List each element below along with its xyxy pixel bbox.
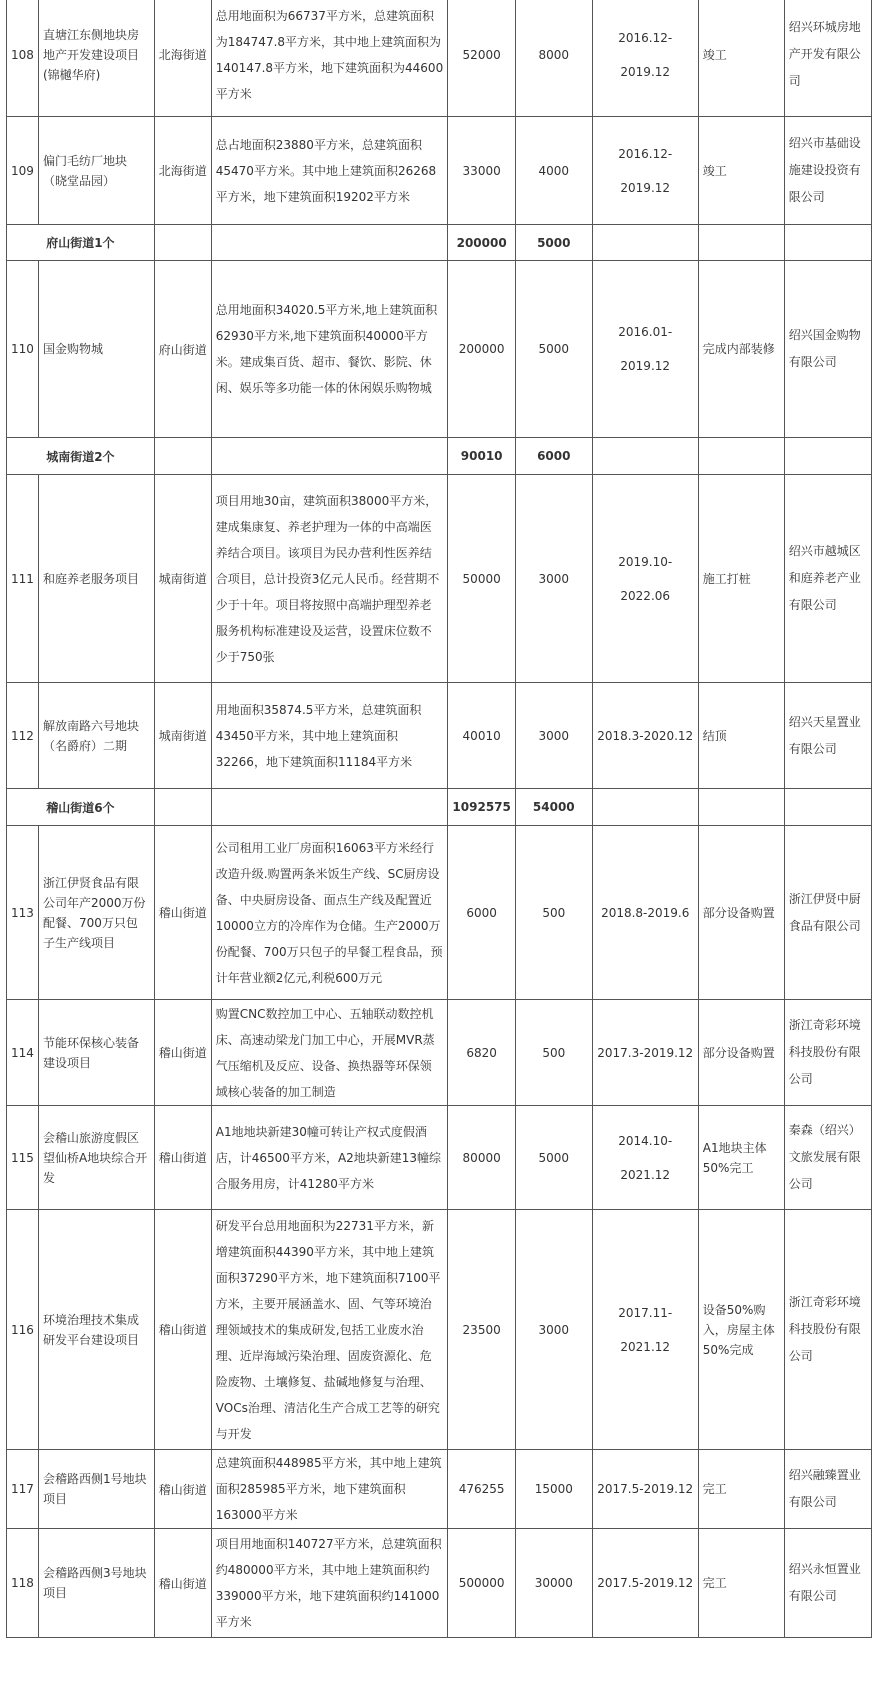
owner-cell: 绍兴市基础设施建设投资有限公司 — [784, 117, 871, 225]
row-number-cell: 111 — [7, 475, 39, 683]
investment-cell: 3000 — [515, 1210, 592, 1450]
project-name-cell: 会稽路西侧1号地块项目 — [38, 1450, 154, 1529]
row-number-cell: 115 — [7, 1106, 39, 1210]
investment-cell: 5000 — [515, 1106, 592, 1210]
subtotal-label: 城南街道2个 — [7, 438, 155, 475]
row-number-cell: 109 — [7, 117, 39, 225]
project-name-cell: 偏门毛纺厂地块（晓堂品园） — [38, 117, 154, 225]
row-number-cell: 114 — [7, 1000, 39, 1106]
project-name-cell: 会稽山旅游度假区望仙桥A地块综合开发 — [38, 1106, 154, 1210]
investment-cell: 3000 — [515, 475, 592, 683]
subtotal-period — [592, 438, 698, 475]
table-row — [7, 1450, 872, 1529]
area-cell: 500000 — [448, 1529, 515, 1638]
table-row — [7, 117, 872, 225]
area-cell: 80000 — [448, 1106, 515, 1210]
owner-cell: 绍兴市越城区和庭养老产业有限公司 — [784, 475, 871, 683]
subtotal-row — [7, 225, 872, 261]
subtotal-row — [7, 438, 872, 475]
street-cell: 稽山街道 — [154, 826, 211, 1000]
progress-cell: 部分设备购置 — [698, 1000, 784, 1106]
street-cell: 北海街道 — [154, 0, 211, 117]
street-cell: 稽山街道 — [154, 1106, 211, 1210]
table-row — [7, 1210, 872, 1450]
owner-cell: 绍兴环城房地产开发有限公司 — [784, 0, 871, 117]
description-cell: 总占地面积23880平方米，总建筑面积45470平方米。其中地上建筑面积26268平方米，地下建筑面积19202平方米 — [211, 117, 448, 225]
period-cell: 2018.8-2019.6 — [592, 826, 698, 1000]
investment-cell: 30000 — [515, 1529, 592, 1638]
subtotal-period — [592, 789, 698, 826]
table-row — [7, 261, 872, 438]
area-cell: 23500 — [448, 1210, 515, 1450]
table-row — [7, 0, 872, 117]
investment-cell: 500 — [515, 826, 592, 1000]
street-cell: 北海街道 — [154, 117, 211, 225]
street-cell: 稽山街道 — [154, 1210, 211, 1450]
row-number-cell: 108 — [7, 0, 39, 117]
subtotal-progress — [698, 438, 784, 475]
table-row — [7, 1529, 872, 1638]
owner-cell: 浙江奇彩环境科技股份有限公司 — [784, 1210, 871, 1450]
period-cell: 2019.10-2022.06 — [592, 475, 698, 683]
progress-cell: 竣工 — [698, 117, 784, 225]
progress-cell: 设备50%购入，房屋主体50%完成 — [698, 1210, 784, 1450]
period-cell: 2017.3-2019.12 — [592, 1000, 698, 1106]
subtotal-area: 200000 — [448, 225, 515, 261]
street-cell: 稽山街道 — [154, 1529, 211, 1638]
owner-cell: 绍兴国金购物有限公司 — [784, 261, 871, 438]
table-row — [7, 1106, 872, 1210]
description-cell: 研发平台总用地面积为22731平方米，新增建筑面积44390平方米，其中地上建筑面积37290平方米，地下建筑面积7100平方米，主要开展涵盖水、固、气等环境治理领域技术的集成研发,包括工业废水治理、近岸海域污染治理、固废资源化、危险废物、土壤修复、盐碱地修复与治理、VOCs治理、清洁化生产合成工艺等的研究与开发 — [211, 1210, 448, 1450]
area-cell: 476255 — [448, 1450, 515, 1529]
area-cell: 33000 — [448, 117, 515, 225]
subtotal-progress — [698, 789, 784, 826]
period-cell: 2016.12-2019.12 — [592, 0, 698, 117]
project-table-body — [7, 0, 872, 1638]
project-name-cell: 和庭养老服务项目 — [38, 475, 154, 683]
progress-cell: A1地块主体50%完工 — [698, 1106, 784, 1210]
row-number-cell: 110 — [7, 261, 39, 438]
owner-cell: 绍兴永恒置业有限公司 — [784, 1529, 871, 1638]
subtotal-invest: 54000 — [515, 789, 592, 826]
subtotal-street — [154, 225, 211, 261]
subtotal-owner — [784, 438, 871, 475]
street-cell: 稽山街道 — [154, 1000, 211, 1106]
subtotal-label: 府山街道1个 — [7, 225, 155, 261]
subtotal-progress — [698, 225, 784, 261]
description-cell: 用地面积35874.5平方米，总建筑面积43450平方米，其中地上建筑面积32266，地下建筑面积11184平方米 — [211, 683, 448, 789]
subtotal-owner — [784, 789, 871, 826]
table-row — [7, 683, 872, 789]
subtotal-desc — [211, 225, 448, 261]
street-cell: 府山街道 — [154, 261, 211, 438]
table-row — [7, 475, 872, 683]
subtotal-street — [154, 438, 211, 475]
progress-cell: 完工 — [698, 1450, 784, 1529]
owner-cell: 浙江奇彩环境科技股份有限公司 — [784, 1000, 871, 1106]
row-number-cell: 117 — [7, 1450, 39, 1529]
subtotal-area: 1092575 — [448, 789, 515, 826]
area-cell: 40010 — [448, 683, 515, 789]
subtotal-street — [154, 789, 211, 826]
area-cell: 52000 — [448, 0, 515, 117]
subtotal-label: 稽山街道6个 — [7, 789, 155, 826]
subtotal-area: 90010 — [448, 438, 515, 475]
table-row — [7, 1000, 872, 1106]
progress-cell: 竣工 — [698, 0, 784, 117]
row-number-cell: 118 — [7, 1529, 39, 1638]
period-cell: 2018.3-2020.12 — [592, 683, 698, 789]
description-cell: 购置CNC数控加工中心、五轴联动数控机床、高速动梁龙门加工中心，开展MVR蒸气压缩机及反应、设备、换热器等环保领域核心装备的加工制造 — [211, 1000, 448, 1106]
subtotal-row — [7, 789, 872, 826]
period-cell: 2016.01-2019.12 — [592, 261, 698, 438]
subtotal-desc — [211, 438, 448, 475]
project-name-cell: 国金购物城 — [38, 261, 154, 438]
area-cell: 200000 — [448, 261, 515, 438]
description-cell: A1地地块新建30幢可转让产权式度假酒店，计46500平方米，A2地块新建13幢综合服务用房，计41280平方米 — [211, 1106, 448, 1210]
progress-cell: 结顶 — [698, 683, 784, 789]
table-row — [7, 826, 872, 1000]
area-cell: 50000 — [448, 475, 515, 683]
project-name-cell: 直塘江东侧地块房地产开发建设项目(锦樾华府) — [38, 0, 154, 117]
investment-cell: 5000 — [515, 261, 592, 438]
project-name-cell: 浙江伊贤食品有限公司年产2000万份配餐、700万只包子生产线项目 — [38, 826, 154, 1000]
street-cell: 城南街道 — [154, 683, 211, 789]
description-cell: 总用地面积为66737平方米，总建筑面积为184747.8平方米，其中地上建筑面积为140147.8平方米，地下建筑面积为44600平方米 — [211, 0, 448, 117]
investment-cell: 4000 — [515, 117, 592, 225]
investment-cell: 15000 — [515, 1450, 592, 1529]
project-name-cell: 会稽路西侧3号地块项目 — [38, 1529, 154, 1638]
progress-cell: 施工打桩 — [698, 475, 784, 683]
project-name-cell: 环境治理技术集成研发平台建设项目 — [38, 1210, 154, 1450]
project-name-cell: 解放南路六号地块（名爵府）二期 — [38, 683, 154, 789]
subtotal-desc — [211, 789, 448, 826]
street-cell: 城南街道 — [154, 475, 211, 683]
owner-cell: 绍兴融臻置业有限公司 — [784, 1450, 871, 1529]
period-cell: 2014.10-2021.12 — [592, 1106, 698, 1210]
project-name-cell: 节能环保核心装备建设项目 — [38, 1000, 154, 1106]
description-cell: 项目用地30亩，建筑面积38000平方米，建成集康复、养老护理为一体的中高端医养结合项目。该项目为民办营利性医养结合项目，总计投资3亿元人民币。经营期不少于十年。项目将按照中高端护理型养老服务机构标准建设及运营，设置床位数不少于750张 — [211, 475, 448, 683]
progress-cell: 部分设备购置 — [698, 826, 784, 1000]
description-cell: 项目用地面积140727平方米，总建筑面积约480000平方米，其中地上建筑面积约339000平方米，地下建筑面积约141000平方米 — [211, 1529, 448, 1638]
period-cell: 2017.11-2021.12 — [592, 1210, 698, 1450]
description-cell: 公司租用工业厂房面积16063平方米经行改造升级.购置两条米饭生产线、SC厨房设备、中央厨房设备、面点生产线及配置近10000立方的冷库作为仓储。生产2000万份配餐、700万只包子的早餐工程食品，预计年营业额2亿元,利税600万元 — [211, 826, 448, 1000]
area-cell: 6820 — [448, 1000, 515, 1106]
subtotal-owner — [784, 225, 871, 261]
period-cell: 2016.12-2019.12 — [592, 117, 698, 225]
project-table — [6, 0, 872, 1638]
subtotal-invest: 5000 — [515, 225, 592, 261]
period-cell: 2017.5-2019.12 — [592, 1450, 698, 1529]
subtotal-invest: 6000 — [515, 438, 592, 475]
row-number-cell: 116 — [7, 1210, 39, 1450]
owner-cell: 浙江伊贤中厨食品有限公司 — [784, 826, 871, 1000]
progress-cell: 完工 — [698, 1529, 784, 1638]
owner-cell: 秦森（绍兴）文旅发展有限公司 — [784, 1106, 871, 1210]
row-number-cell: 112 — [7, 683, 39, 789]
description-cell: 总建筑面积448985平方米，其中地上建筑面积285985平方米，地下建筑面积163000平方米 — [211, 1450, 448, 1529]
investment-cell: 500 — [515, 1000, 592, 1106]
investment-cell: 3000 — [515, 683, 592, 789]
row-number-cell: 113 — [7, 826, 39, 1000]
progress-cell: 完成内部装修 — [698, 261, 784, 438]
street-cell: 稽山街道 — [154, 1450, 211, 1529]
description-cell: 总用地面积34020.5平方米,地上建筑面积62930平方米,地下建筑面积40000平方米。建成集百货、超市、餐饮、影院、休闲、娱乐等多功能一体的休闲娱乐购物城 — [211, 261, 448, 438]
subtotal-period — [592, 225, 698, 261]
investment-cell: 8000 — [515, 0, 592, 117]
owner-cell: 绍兴天星置业有限公司 — [784, 683, 871, 789]
period-cell: 2017.5-2019.12 — [592, 1529, 698, 1638]
area-cell: 6000 — [448, 826, 515, 1000]
